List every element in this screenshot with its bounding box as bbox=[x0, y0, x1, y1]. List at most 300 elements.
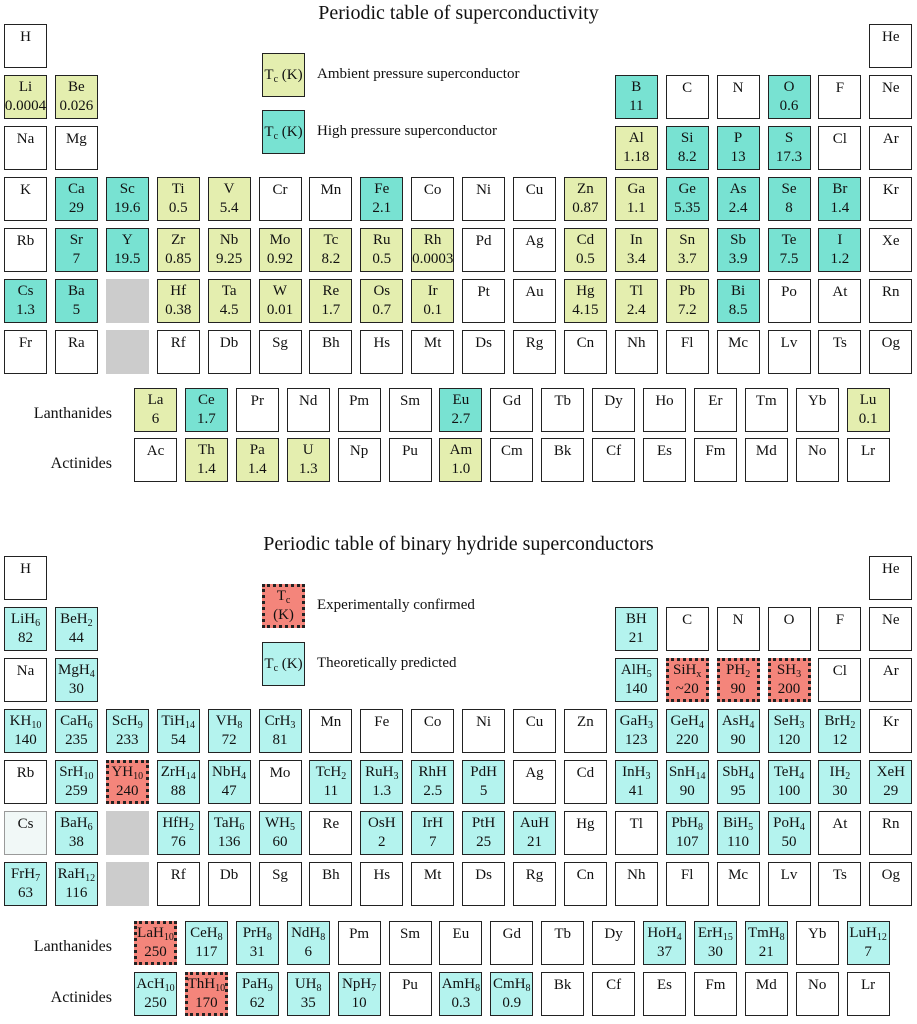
cell-symbol: SrH$_{10}$ bbox=[59, 764, 94, 782]
element-cell-bh bbox=[615, 607, 658, 651]
cell-tc-value: 140 bbox=[14, 732, 37, 748]
cell-symbol: RaH$_{12}$ bbox=[57, 866, 96, 884]
cell-tc-value: 235 bbox=[65, 732, 88, 748]
cell-symbol: Pb bbox=[679, 283, 696, 299]
element-cell-mn bbox=[309, 709, 352, 753]
element-cell-rh bbox=[411, 228, 454, 272]
cell-symbol: Nb bbox=[219, 232, 239, 248]
cell-symbol: Zn bbox=[577, 181, 594, 197]
cell-symbol: Zn bbox=[577, 713, 594, 730]
element-cell-po bbox=[768, 279, 811, 323]
cell-symbol: Bk bbox=[553, 976, 572, 993]
element-cell-srh bbox=[55, 760, 98, 804]
element-cell-cd bbox=[564, 228, 607, 272]
actinide-cell-fm bbox=[694, 438, 737, 482]
element-cell-sch bbox=[106, 709, 149, 753]
actinide-cell-no bbox=[796, 438, 839, 482]
element-cell-xe bbox=[869, 228, 912, 272]
cell-symbol: C bbox=[682, 611, 693, 628]
element-cell-ar bbox=[869, 126, 912, 170]
element-cell-ga bbox=[615, 177, 658, 221]
actinide-cell-ac bbox=[134, 438, 177, 482]
cell-tc-value: 5.4 bbox=[219, 200, 239, 216]
cell-symbol: CaH$_6$ bbox=[60, 713, 93, 731]
element-cell-v bbox=[208, 177, 251, 221]
legend-swatch-label: $T_c$ (K) bbox=[264, 66, 303, 85]
cell-tc-value: 76 bbox=[170, 834, 186, 850]
element-cell-mo bbox=[259, 760, 302, 804]
cell-tc-value: 136 bbox=[217, 834, 241, 850]
lanthanides-label: Lanthanides bbox=[33, 938, 112, 955]
cell-symbol: O bbox=[783, 611, 795, 628]
element-cell-ba bbox=[55, 279, 98, 323]
cell-tc-value: 29 bbox=[883, 783, 899, 799]
cell-tc-value: 47 bbox=[221, 783, 237, 799]
element-cell-ca bbox=[55, 177, 98, 221]
element-cell-rb bbox=[4, 760, 47, 804]
cell-tc-value: 10 bbox=[351, 995, 367, 1011]
cell-symbol: Tl bbox=[629, 815, 643, 832]
cell-tc-value: 0.85 bbox=[165, 251, 192, 267]
element-cell-mt bbox=[411, 330, 454, 374]
cell-tc-value: 35 bbox=[300, 995, 316, 1011]
element-cell-cl bbox=[818, 126, 861, 170]
cell-symbol: Co bbox=[423, 713, 442, 730]
element-cell-f bbox=[818, 75, 861, 119]
element-cell-rah bbox=[55, 862, 98, 906]
cell-tc-value: 8 bbox=[785, 200, 793, 216]
element-cell-rg bbox=[513, 330, 556, 374]
cell-tc-value: 1.0 bbox=[451, 461, 471, 477]
cell-tc-value: 21 bbox=[628, 630, 644, 646]
element-cell-lv bbox=[768, 862, 811, 906]
legend-label-confirmed: Experimentally confirmed bbox=[317, 597, 475, 613]
element-cell-al bbox=[615, 126, 658, 170]
lanthanide-cell-la bbox=[134, 388, 177, 432]
cell-symbol: NpH$_7$ bbox=[342, 976, 377, 994]
element-cell-si bbox=[666, 126, 709, 170]
element-cell-og bbox=[869, 862, 912, 906]
cell-symbol: BaH$_6$ bbox=[60, 815, 93, 833]
table-title: Periodic table of binary hydride superconductors bbox=[263, 533, 654, 555]
cell-tc-value: 0.026 bbox=[59, 98, 94, 114]
cell-symbol: Ts bbox=[832, 334, 847, 351]
cell-symbol: Kr bbox=[882, 181, 899, 198]
element-cell-osh bbox=[360, 811, 403, 855]
cell-symbol: Nh bbox=[627, 334, 646, 351]
cell-symbol: Pt bbox=[477, 283, 490, 300]
element-cell-co bbox=[411, 709, 454, 753]
actinide-cell-pu bbox=[389, 972, 432, 1016]
cell-symbol: Co bbox=[423, 181, 442, 198]
element-cell-pdh bbox=[462, 760, 505, 804]
cell-tc-value: 44 bbox=[68, 630, 84, 646]
element-cell-tch bbox=[309, 760, 352, 804]
cell-tc-value: 8.2 bbox=[677, 149, 697, 165]
element-cell-poh bbox=[768, 811, 811, 855]
cell-symbol: Mc bbox=[728, 334, 749, 351]
cell-symbol: In bbox=[630, 232, 643, 248]
element-cell-nh bbox=[615, 330, 658, 374]
cell-symbol: TcH$_2$ bbox=[315, 764, 347, 782]
element-cell-b bbox=[615, 75, 658, 119]
element-cell-fr bbox=[4, 330, 47, 374]
element-cell-tc bbox=[309, 228, 352, 272]
cell-symbol: Ds bbox=[475, 334, 492, 351]
element-cell-sbh bbox=[717, 760, 760, 804]
cell-tc-value: 21 bbox=[758, 944, 774, 960]
element-cell-y bbox=[106, 228, 149, 272]
cell-tc-value: 140 bbox=[625, 681, 648, 697]
cell-tc-value: 1.4 bbox=[197, 461, 216, 477]
element-cell-sih bbox=[666, 658, 709, 702]
cell-symbol: Mn bbox=[320, 181, 342, 198]
element-cell-at bbox=[818, 811, 861, 855]
cell-tc-value: 0.0003 bbox=[412, 251, 454, 267]
gap-cell bbox=[106, 862, 149, 906]
element-cell-ih bbox=[818, 760, 861, 804]
cell-tc-value: 123 bbox=[625, 732, 648, 748]
element-cell-irh bbox=[411, 811, 454, 855]
cell-symbol: AlH$_5$ bbox=[620, 662, 652, 680]
cell-tc-value: 37 bbox=[657, 944, 672, 960]
cell-symbol: HfH$_2$ bbox=[162, 815, 195, 833]
cell-symbol: Na bbox=[16, 662, 35, 679]
cell-tc-value: 72 bbox=[221, 732, 237, 748]
cell-tc-value: 170 bbox=[195, 995, 218, 1011]
cell-tc-value: 63 bbox=[18, 885, 33, 901]
cell-tc-value: 0.1 bbox=[423, 302, 443, 318]
cell-symbol: Mc bbox=[728, 866, 749, 883]
cell-symbol: Er bbox=[708, 392, 723, 409]
element-cell-sr bbox=[55, 228, 98, 272]
lanthanide-cell-nd bbox=[287, 388, 330, 432]
cell-symbol: Rb bbox=[16, 232, 35, 249]
cell-symbol: Fl bbox=[680, 334, 694, 351]
cell-symbol: B bbox=[631, 79, 642, 95]
legend-swatch-label: $T_c$ (K) bbox=[264, 655, 303, 674]
element-cell-lv bbox=[768, 330, 811, 374]
cell-symbol: Ga bbox=[627, 181, 646, 197]
legend-swatch-ambient bbox=[262, 53, 305, 97]
cell-symbol: Zr bbox=[171, 232, 186, 248]
cell-symbol: H bbox=[20, 560, 31, 577]
element-cell-nb bbox=[208, 228, 251, 272]
cell-symbol: Hs bbox=[373, 866, 391, 883]
cell-symbol: Th bbox=[198, 442, 215, 458]
element-cell-fl bbox=[666, 862, 709, 906]
cell-symbol: Ru bbox=[373, 232, 391, 248]
cell-tc-value: 90 bbox=[730, 732, 746, 748]
element-cell-ta bbox=[208, 279, 251, 323]
element-cell-h bbox=[4, 24, 47, 68]
lanthanide-cell-pm bbox=[338, 388, 381, 432]
cell-symbol: Pm bbox=[349, 392, 370, 409]
cell-tc-value: 7 bbox=[72, 251, 81, 267]
element-cell-ash bbox=[717, 709, 760, 753]
lanthanide-cell-lah bbox=[134, 921, 177, 965]
element-cell-co bbox=[411, 177, 454, 221]
element-cell-li bbox=[4, 75, 47, 119]
element-cell-tl bbox=[615, 279, 658, 323]
cell-tc-value: 220 bbox=[675, 732, 699, 748]
actinide-cell-es bbox=[643, 438, 686, 482]
actinide-cell-cmh bbox=[490, 972, 533, 1016]
cell-symbol: $SH_3$ bbox=[776, 662, 802, 680]
element-cell-alh bbox=[615, 658, 658, 702]
actinide-cell-no bbox=[796, 972, 839, 1016]
cell-symbol: Mn bbox=[320, 713, 342, 730]
cell-symbol: RhH bbox=[418, 764, 447, 780]
cell-symbol: Pr bbox=[250, 392, 264, 409]
cell-tc-value: 1.2 bbox=[830, 251, 850, 267]
element-cell-mt bbox=[411, 862, 454, 906]
actinides-label: Actinides bbox=[50, 989, 112, 1006]
cell-symbol: Ni bbox=[476, 713, 492, 730]
element-cell-hf bbox=[157, 279, 200, 323]
cell-symbol: Ne bbox=[882, 79, 900, 96]
element-cell-mg bbox=[55, 126, 98, 170]
lanthanide-cell-er bbox=[694, 388, 737, 432]
element-cell-snh bbox=[666, 760, 709, 804]
cell-symbol: LiH$_6$ bbox=[10, 611, 41, 629]
cell-symbol: Ac bbox=[146, 442, 165, 459]
element-cell-mc bbox=[717, 862, 760, 906]
cell-symbol: Br bbox=[832, 181, 848, 197]
cell-symbol: ScH$_9$ bbox=[111, 713, 143, 731]
actinide-cell-amh bbox=[439, 972, 482, 1016]
cell-symbol: GeH$_4$ bbox=[670, 713, 704, 731]
cell-symbol: Rf bbox=[170, 334, 186, 351]
cell-symbol: Pd bbox=[475, 232, 492, 249]
cell-symbol: Fl bbox=[680, 866, 694, 883]
cell-tc-value: 250 bbox=[144, 944, 167, 960]
element-cell-bh bbox=[309, 862, 352, 906]
cell-tc-value: 25 bbox=[476, 834, 492, 850]
lanthanide-cell-pm bbox=[338, 921, 381, 965]
cell-tc-value: 11 bbox=[323, 783, 339, 799]
cell-symbol: PoH$_4$ bbox=[773, 815, 805, 833]
cell-symbol: Sr bbox=[69, 232, 84, 248]
element-cell-kr bbox=[869, 177, 912, 221]
element-cell-bah bbox=[55, 811, 98, 855]
element-cell-teh bbox=[768, 760, 811, 804]
element-cell-ru bbox=[360, 228, 403, 272]
element-cell-sh bbox=[768, 658, 811, 702]
cell-symbol: No bbox=[808, 442, 827, 459]
cell-symbol: Og bbox=[881, 334, 900, 351]
element-cell-o bbox=[768, 75, 811, 119]
element-cell-xeh bbox=[869, 760, 912, 804]
gap-cell bbox=[106, 279, 149, 323]
element-cell-db bbox=[208, 330, 251, 374]
cell-tc-value: 0.92 bbox=[266, 251, 294, 267]
lanthanide-cell-tb bbox=[541, 921, 584, 965]
cell-symbol: F bbox=[835, 79, 845, 96]
element-cell-ds bbox=[462, 862, 505, 906]
element-cell-rg bbox=[513, 862, 556, 906]
cell-symbol: At bbox=[832, 283, 848, 300]
element-cell-br bbox=[818, 177, 861, 221]
cell-tc-value: 1.3 bbox=[298, 461, 318, 477]
cell-symbol: Cf bbox=[606, 442, 622, 459]
cell-tc-value: 1.7 bbox=[321, 302, 341, 318]
cell-symbol: Ni bbox=[476, 181, 492, 198]
lanthanide-cell-dy bbox=[592, 388, 635, 432]
cell-symbol: As bbox=[729, 181, 747, 197]
cell-symbol: Ar bbox=[882, 130, 899, 147]
cell-tc-value: 107 bbox=[675, 834, 699, 850]
cell-symbol: Rh bbox=[423, 232, 442, 248]
element-cell-kh bbox=[4, 709, 47, 753]
cell-tc-value: 90 bbox=[679, 783, 695, 799]
cell-symbol: CeH$_8$ bbox=[190, 925, 223, 943]
lanthanide-cell-erh bbox=[694, 921, 737, 965]
cell-tc-value: 2.1 bbox=[372, 200, 392, 216]
cell-tc-value: 4.15 bbox=[572, 302, 599, 318]
element-cell-pbh bbox=[666, 811, 709, 855]
cell-symbol: GaH$_3$ bbox=[619, 713, 653, 731]
element-cell-cah bbox=[55, 709, 98, 753]
actinide-cell-bk bbox=[541, 972, 584, 1016]
cell-tc-value: 0.87 bbox=[572, 200, 599, 216]
actinide-cell-u bbox=[287, 438, 330, 482]
element-cell-sg bbox=[259, 330, 302, 374]
cell-symbol: Md bbox=[755, 442, 777, 459]
cell-tc-value: 259 bbox=[65, 783, 88, 799]
cell-symbol: Ti bbox=[171, 181, 185, 197]
cell-symbol: Md bbox=[755, 976, 777, 993]
element-cell-ph bbox=[717, 658, 760, 702]
element-cell-cd bbox=[564, 760, 607, 804]
element-cell-be bbox=[55, 75, 98, 119]
cell-symbol: Cm bbox=[500, 442, 523, 459]
cell-symbol: LaH$_{10}$ bbox=[137, 925, 174, 943]
cell-symbol: Ag bbox=[525, 764, 544, 781]
element-cell-fe bbox=[360, 709, 403, 753]
element-cell-brh bbox=[818, 709, 861, 753]
cell-tc-value: 0.1 bbox=[858, 411, 878, 427]
cell-tc-value: 200 bbox=[777, 681, 801, 697]
cell-symbol: TaH$_6$ bbox=[213, 815, 245, 833]
cell-symbol: Cs bbox=[17, 283, 34, 299]
cell-symbol: AcH$_{10}$ bbox=[136, 976, 175, 994]
cell-symbol: Sm bbox=[399, 392, 420, 409]
actinide-cell-fm bbox=[694, 972, 737, 1016]
cell-tc-value: 0.0004 bbox=[4, 98, 47, 114]
cell-tc-value: 31 bbox=[249, 944, 265, 960]
element-cell-o bbox=[768, 607, 811, 651]
element-cell-zn bbox=[564, 177, 607, 221]
cell-symbol: CrH$_3$ bbox=[264, 713, 296, 731]
lanthanide-cell-yb bbox=[796, 388, 839, 432]
element-cell-ra bbox=[55, 330, 98, 374]
element-cell-bi bbox=[717, 279, 760, 323]
cell-symbol: Am bbox=[449, 442, 473, 458]
cell-tc-value: 2 bbox=[378, 834, 386, 850]
cell-symbol: H bbox=[20, 28, 31, 45]
cell-symbol: Rf bbox=[170, 866, 186, 883]
cell-tc-value: 19.5 bbox=[114, 251, 141, 267]
cell-symbol: Ta bbox=[221, 283, 237, 299]
element-cell-pt bbox=[462, 279, 505, 323]
cell-symbol: Tb bbox=[554, 925, 572, 942]
cell-tc-value: 0.5 bbox=[372, 251, 392, 267]
cell-tc-value: ~20 bbox=[675, 681, 699, 697]
element-cell-p bbox=[717, 126, 760, 170]
cell-tc-value: 81 bbox=[272, 732, 288, 748]
cell-symbol: RuH$_3$ bbox=[365, 764, 399, 782]
cell-symbol: Tl bbox=[629, 283, 643, 299]
cell-symbol: Hf bbox=[170, 283, 187, 299]
cell-symbol: MgH$_4$ bbox=[58, 662, 95, 680]
element-cell-cl bbox=[818, 658, 861, 702]
cell-tc-value: 5.35 bbox=[674, 200, 701, 216]
cell-symbol: ErH$_{15}$ bbox=[697, 925, 733, 943]
element-cell-re bbox=[309, 279, 352, 323]
element-cell-rhh bbox=[411, 760, 454, 804]
cell-symbol: $IH_2$ bbox=[829, 764, 851, 782]
element-cell-zr bbox=[157, 228, 200, 272]
legend-label-high: High pressure superconductor bbox=[317, 123, 497, 139]
element-cell-at bbox=[818, 279, 861, 323]
element-cell-tih bbox=[157, 709, 200, 753]
cell-tc-value: 4.5 bbox=[219, 302, 239, 318]
element-cell-i bbox=[818, 228, 861, 272]
cell-symbol: PrH$_8$ bbox=[242, 925, 272, 943]
cell-symbol: Fr bbox=[18, 334, 33, 351]
element-cell-he bbox=[869, 556, 912, 600]
lanthanide-cell-gd bbox=[490, 921, 533, 965]
cell-symbol: Np bbox=[349, 442, 369, 459]
element-cell-wh bbox=[259, 811, 302, 855]
table-title: Periodic table of superconductivity bbox=[318, 2, 599, 24]
cell-symbol: Fe bbox=[374, 713, 390, 730]
cell-symbol: Xe bbox=[882, 232, 900, 249]
element-cell-n bbox=[717, 75, 760, 119]
cell-symbol: Ts bbox=[832, 866, 847, 883]
element-cell-n bbox=[717, 607, 760, 651]
element-cell-nh bbox=[615, 862, 658, 906]
actinide-cell-uh bbox=[287, 972, 330, 1016]
cell-symbol: Gd bbox=[502, 392, 521, 409]
cell-tc-value: 240 bbox=[116, 783, 139, 799]
cell-tc-value: 0.01 bbox=[266, 302, 294, 318]
actinide-cell-md bbox=[745, 972, 788, 1016]
lanthanide-cell-hoh bbox=[643, 921, 686, 965]
cell-symbol: N bbox=[732, 79, 744, 96]
cell-tc-value: 30 bbox=[832, 783, 848, 799]
cell-symbol: Au bbox=[525, 283, 544, 300]
element-cell-sb bbox=[717, 228, 760, 272]
legend-swatch-confirmed bbox=[262, 584, 305, 628]
element-cell-bh bbox=[309, 330, 352, 374]
element-cell-cn bbox=[564, 862, 607, 906]
cell-tc-value: 38 bbox=[68, 834, 84, 850]
cell-tc-value: 19.6 bbox=[114, 200, 141, 216]
element-cell-w bbox=[259, 279, 302, 323]
element-cell-cn bbox=[564, 330, 607, 374]
cell-symbol: Os bbox=[373, 283, 391, 299]
cell-symbol: Ra bbox=[68, 334, 85, 351]
cell-symbol: Cl bbox=[832, 662, 847, 679]
element-cell-se bbox=[768, 177, 811, 221]
element-cell-tah bbox=[208, 811, 251, 855]
element-cell-hs bbox=[360, 330, 403, 374]
element-cell-ne bbox=[869, 607, 912, 651]
cell-tc-value: 3.4 bbox=[626, 251, 646, 267]
cell-symbol: Pu bbox=[402, 976, 418, 993]
